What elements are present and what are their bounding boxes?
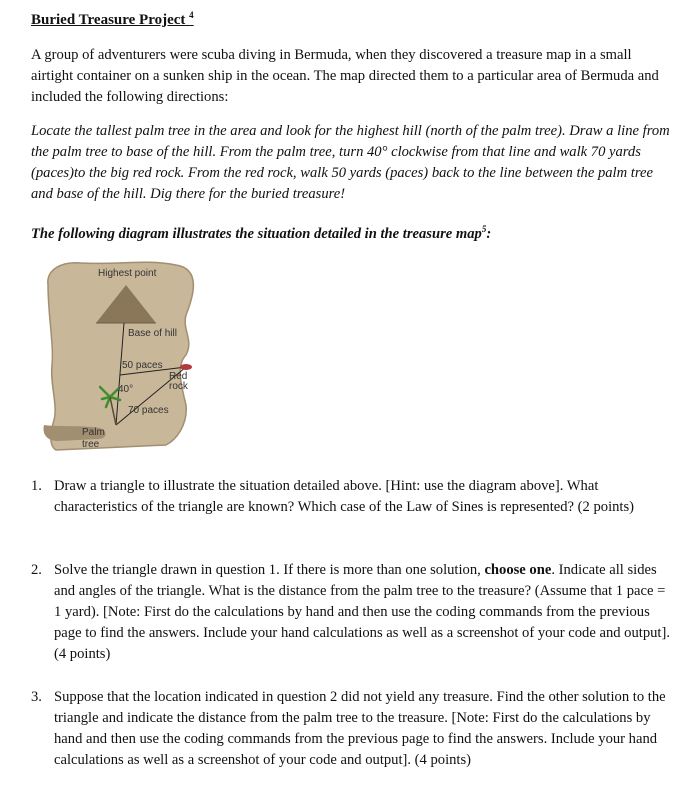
question-number: 1. <box>31 478 42 494</box>
label-fifty-paces: 50 paces <box>122 360 163 371</box>
question-1 <box>31 476 676 518</box>
diagram-caption-footnote: 5 <box>481 224 487 234</box>
label-rock: rock <box>169 381 188 392</box>
label-red: Red <box>169 371 188 382</box>
question-text-end: . Indicate all sides and angles of the triangle. What is the distance from the palm tree to the treasure? (Assume that 1 pace = 1 yard). [Note: First do the calculations by hand and then use the coding commands from the previous page to find the answers. Include your hand calculations as well as a screenshot of your code and output]. (4 points) <box>54 562 670 662</box>
map-directions: Locate the tallest palm tree in the area and look for the highest hill (north of the palm tree). Draw a line from the palm tree to base of the hill. From the palm tree, turn 40° clockwise from that line and walk 70 yards (paces)to the big red rock. From the red rock, walk 50 yards (paces) back to the line between the palm tree and base of the hill. Dig there for the buried treasure! <box>31 123 670 202</box>
label-angle: 40° <box>118 384 134 395</box>
question-3 <box>31 687 676 771</box>
question-text: Suppose that the location indicated in question 2 did not yield any treasure. Find the other solution to the triangle and indicate the distance from the palm tree to the treasure. [Note: First do the calculations by hand and then use the coding commands from the previous page to find the answers. Include your hand calculations as well as a screenshot of your code and output]. (4 points) <box>54 689 666 768</box>
title-text: Buried Treasure Project <box>31 12 186 28</box>
question-number: 3. <box>31 689 42 705</box>
question-number: 2. <box>31 562 42 578</box>
question-text <box>54 560 676 665</box>
title-footnote: 4 <box>189 10 194 20</box>
map-parchment <box>48 262 194 450</box>
question-2 <box>31 560 676 665</box>
red-rock <box>180 364 192 370</box>
treasure-map-diagram <box>36 255 216 455</box>
question-text-start: Solve the triangle drawn in question 1. If there is more than one solution, <box>54 562 485 578</box>
label-tree: tree <box>82 439 100 450</box>
label-base-of-hill: Base of hill <box>128 328 177 339</box>
label-highest-point: Highest point <box>98 268 157 279</box>
question-emphasis: choose one <box>484 562 552 578</box>
document-title <box>31 10 194 29</box>
label-seventy-paces: 70 paces <box>128 405 169 416</box>
diagram-caption-suffix: : <box>486 225 492 242</box>
question-text: Draw a triangle to illustrate the situation detailed above. [Hint: use the diagram above]. What characteristics of the triangle are known? Which case of the Law of Sines is represented? (2 points) <box>54 478 635 515</box>
diagram-caption-text: The following diagram illustrates the situation detailed in the treasure map <box>31 225 482 242</box>
intro-paragraph: A group of adventurers were scuba diving in Bermuda, when they discovered a treasure map in a small airtight container on a sunken ship in the ocean. The map directed them to a particular area of Bermuda and included the following directions: <box>31 47 659 105</box>
label-palm: Palm <box>82 427 105 438</box>
diagram-caption <box>31 219 676 245</box>
